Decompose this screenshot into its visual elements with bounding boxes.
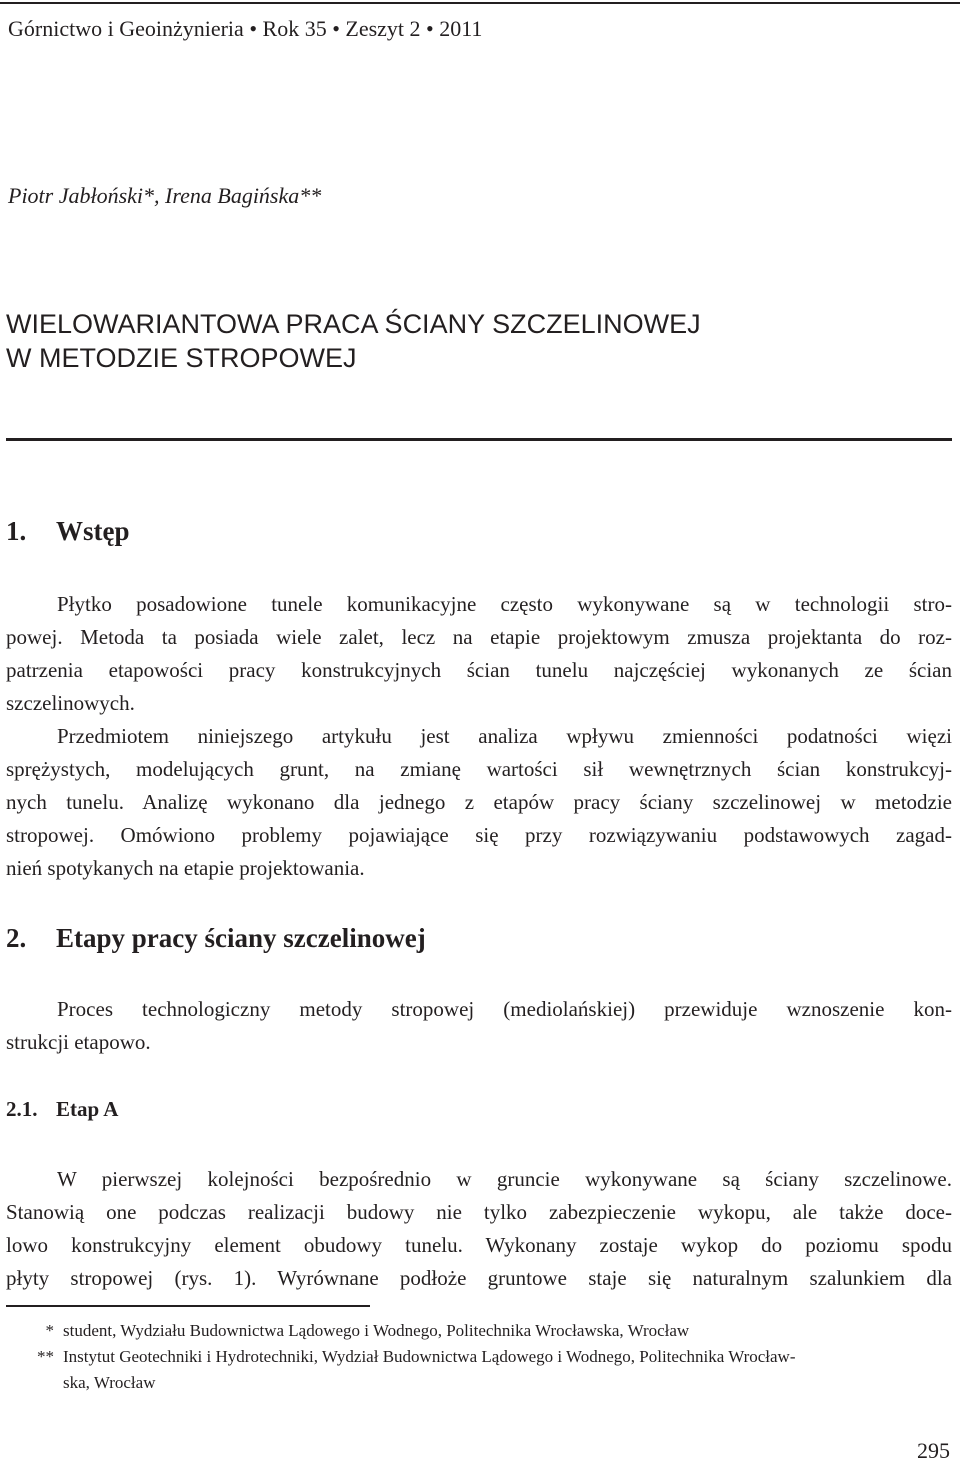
text-line: Proces technologiczny metody stropowej (mediolańskiej) przewiduje wznoszenie kon-: [57, 997, 952, 1021]
section-1-heading: [6, 516, 130, 547]
text-line: Płytko posadowione tunele komunikacyjne często wykonywane są w technologii stro-: [57, 592, 952, 616]
paragraph: [6, 720, 952, 885]
text-line: strukcji etapowo.: [6, 1030, 151, 1054]
paragraph: [6, 588, 952, 720]
section-number: 1.: [6, 516, 27, 546]
section-title: Etapy pracy ściany szczelinowej: [56, 923, 426, 953]
text-line: płyty stropowej (rys. 1). Wyrównane podłoże gruntowe staje się naturalnym szalunkiem dla: [6, 1266, 952, 1290]
footnote-text: student, Wydziału Budownictwa Lądowego i Wodnego, Politechnika Wrocławska, Wrocław: [63, 1321, 690, 1340]
section-2-heading: [6, 923, 426, 954]
title-line-1: WIELOWARIANTOWA PRACA ŚCIANY SZCZELINOWEJ: [6, 309, 701, 339]
text-line: Stanowią one podczas realizacji budowy nie tylko zabezpieczenie wykopu, ale także doce-: [6, 1200, 952, 1224]
text-line: patrzenia etapowości pracy konstrukcyjnych ścian tunelu najczęściej wykonanych ze ścian: [6, 658, 952, 682]
text-line: nień spotykanych na etapie projektowania.: [6, 856, 365, 880]
footnote-mark: **: [37, 1347, 54, 1366]
text-line: powej. Metoda ta posiada wiele zalet, lecz na etapie projektowym zmusza projektanta do roz-: [6, 625, 952, 649]
footnote-text: Instytut Geotechniki i Hydrotechniki, Wydział Budownictwa Lądowego i Wodnego, Politechnika Wrocław-: [63, 1347, 796, 1366]
text-line: nych tunelu. Analizę wykonano dla jednego z etapów pracy ściany szczelinowej w metodzie: [6, 790, 952, 814]
authors: Piotr Jabłoński*, Irena Bagińska**: [8, 183, 322, 208]
footnote-text: ska, Wrocław: [63, 1373, 156, 1392]
article-title: [6, 307, 701, 375]
top-rule: [0, 2, 960, 4]
text-line: lowo konstrukcyjny element obudowy tunelu. Wykonany zostaje wykop do poziomu spodu: [6, 1233, 952, 1257]
subsection-2-1-heading: [6, 1097, 118, 1122]
text-line: Przedmiotem niniejszego artykułu jest analiza wpływu zmienności podatności więzi: [57, 724, 952, 748]
title-rule: [6, 438, 952, 441]
footnote-rule: [6, 1305, 370, 1307]
page-number: 295: [917, 1438, 950, 1463]
title-line-2: W METODZIE STROPOWEJ: [6, 343, 357, 373]
section-title: Wstęp: [56, 516, 130, 546]
text-line: szczelinowych.: [6, 691, 135, 715]
section-number: 2.: [6, 923, 27, 953]
footnote-mark: *: [45, 1321, 54, 1340]
text-line: W pierwszej kolejności bezpośrednio w gruncie wykonywane są ściany szczelinowe.: [57, 1167, 952, 1191]
text-line: sprężystych, modelujących grunt, na zmianę wartości sił wewnętrznych ścian konstrukcyj-: [6, 757, 952, 781]
text-line: stropowej. Omówiono problemy pojawiające się przy rozwiązywaniu podstawowych zagad-: [6, 823, 952, 847]
paragraph: [6, 1163, 952, 1295]
paragraph: [6, 993, 952, 1059]
section-title: Etap A: [56, 1097, 119, 1121]
section-number: 2.1.: [6, 1097, 38, 1121]
journal-header: Górnictwo i Geoinżynieria • Rok 35 • Zeszyt 2 • 2011: [8, 16, 483, 41]
